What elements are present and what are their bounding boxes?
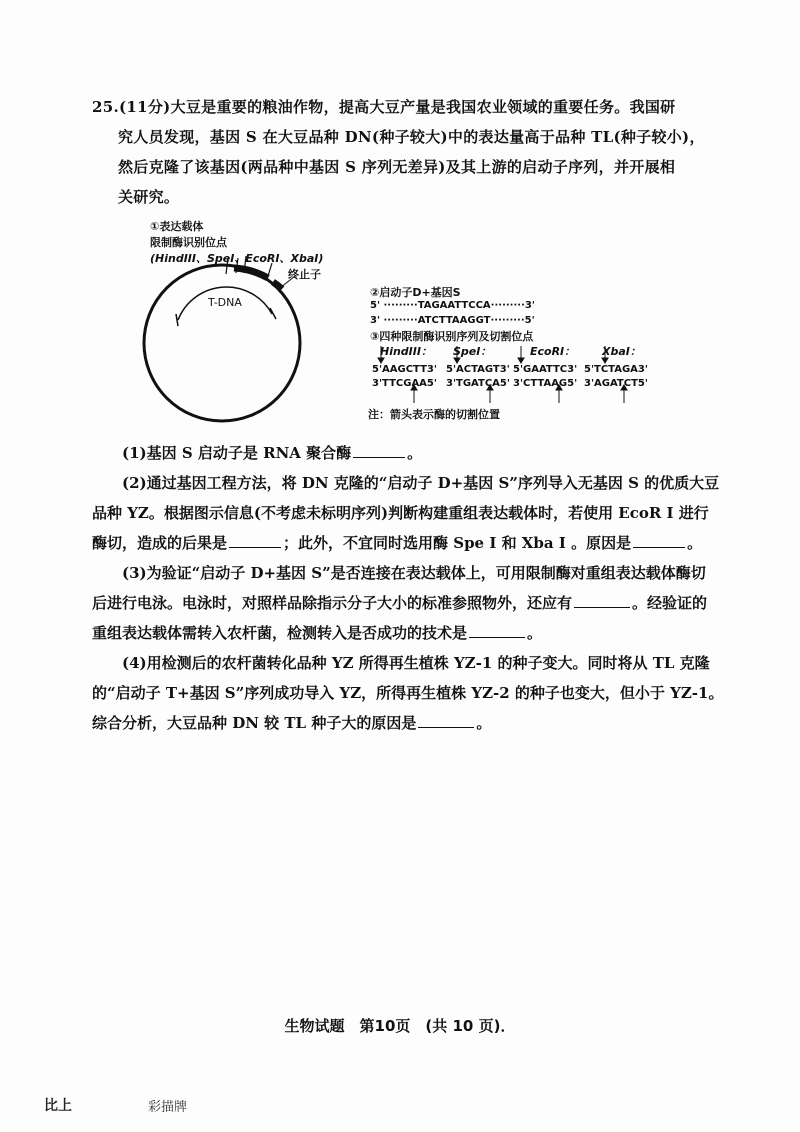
sub-q2-text: 酶切，造成的后果是 [92, 534, 228, 552]
promoter-title: ②启动子D+基因S [370, 286, 461, 299]
sub-q4-line2: 的“启动子 T+基因 S”序列成功导入 YZ，所得再生植株 YZ-2 的种子也变大，但小于 YZ-1。 [92, 684, 724, 702]
sub-q3-line1: (3)为验证“启动子 D+基因 S”是否连接在表达载体上，可用限制酶对重组表达载体酶切 [122, 564, 706, 582]
question-line-1: 25.(11分)大豆是重要的粮油作物，提高大豆产量是我国农业领域的重要任务。我国研 [92, 98, 676, 116]
vector-title: ①表达载体 [150, 220, 204, 233]
insert-block [234, 268, 268, 278]
sub-q2-end: 。 [687, 534, 703, 552]
enzyme-spei-bottom: 3'TGATCA5' [446, 378, 510, 389]
sub-q3-mid: 。经验证的 [632, 594, 708, 612]
enzyme-xbai-bottom: 3'AGATCT5' [584, 378, 648, 389]
corner-mark-right: 彩描牌 [148, 1100, 188, 1115]
enzyme-xbai-name: XbaI： [602, 345, 641, 358]
enzyme-ecori-top: 5'GAATTC3' [513, 364, 578, 375]
vector-diagram [140, 218, 660, 428]
enzyme-hindiii-name: HindIII： [380, 345, 432, 358]
seq-top: 5' ·········TAGAATTCCA·········3' [370, 300, 535, 311]
sites-list: (HindIII、SpeI、EcoRI、XbaI) [150, 252, 324, 265]
answer-blank-3[interactable] [633, 533, 685, 548]
sub-q3-line2 [92, 588, 732, 618]
sub-q4-line3 [92, 708, 732, 738]
sub-q4-text: 综合分析，大豆品种 DN 较 TL 种子大的原因是 [92, 714, 417, 732]
corner-mark-left: 比上 [44, 1098, 72, 1114]
sub-q1 [92, 438, 732, 468]
enzyme-title: ③四种限制酶识别序列及切割位点 [370, 330, 534, 343]
question-stem [92, 92, 732, 212]
diagram-note: 注：箭头表示酶的切割位置 [368, 408, 500, 421]
enzyme-xbai-top: 5'TCTAGA3' [584, 364, 648, 375]
sub-q3-line3 [92, 618, 732, 648]
sub-q4-end: 。 [476, 714, 492, 732]
sub-q2-line2: 品种 YZ。根据图示信息(不考虑未标明序列)判断构建重组表达载体时，若使用 EcoR Ⅰ 进行 [92, 504, 709, 522]
sites-title: 限制酶识别位点 [150, 236, 227, 249]
sub-q2-mid: ；此外，不宜同时选用酶 Spe Ⅰ 和 Xba Ⅰ 。原因是 [283, 534, 632, 552]
tdna-left-border [176, 314, 178, 326]
answer-blank-4[interactable] [574, 593, 630, 608]
sub-q3-text-2: 重组表达载体需转入农杆菌，检测转入是否成功的技术是 [92, 624, 468, 642]
sub-q3-text: 后进行电泳。电泳时，对照样品除指示分子大小的标准参照物外，还应有 [92, 594, 573, 612]
question-line-2: 究人员发现，基因 S 在大豆品种 DN(种子较大)中的表达量高于品种 TL(种子较小)， [118, 128, 705, 146]
enzyme-hindiii-top: 5'AAGCTT3' [372, 364, 437, 375]
tdna-label: T-DNA [208, 296, 242, 309]
terminator-label: 终止子 [288, 268, 321, 281]
page-footer: 生物试题 第10页 (共 10 页)． [284, 1017, 516, 1035]
question-line-3: 然后克隆了该基因(两品种中基因 S 序列无差异)及其上游的启动子序列，并开展相 [118, 158, 676, 176]
enzyme-ecori-bottom: 3'CTTAAG5' [513, 378, 578, 389]
enzyme-ecori-name: EcoRI： [530, 345, 576, 358]
enzyme-hindiii-bottom: 3'TTCGAA5' [372, 378, 437, 389]
answer-blank-1[interactable] [353, 443, 405, 458]
sub-q2-line1: (2)通过基因工程方法，将 DN 克隆的“启动子 D+基因 S”序列导入无基因 S 的优质大豆 [122, 474, 720, 492]
sub-questions [92, 438, 732, 738]
enzyme-spei-name: SpeI： [453, 345, 492, 358]
answer-blank-5[interactable] [469, 623, 525, 638]
sub-q2-line3 [92, 528, 732, 558]
enzyme-spei-top: 5'ACTAGT3' [446, 364, 510, 375]
sub-q1-text: (1)基因 S 启动子是 RNA 聚合酶 [122, 444, 352, 462]
sub-q1-end: 。 [407, 444, 423, 462]
sub-q3-end: 。 [527, 624, 543, 642]
answer-blank-2[interactable] [229, 533, 281, 548]
sub-q4-line1: (4)用检测后的农杆菌转化品种 YZ 所得再生植株 YZ-1 的种子变大。同时将从 TL 克隆 [122, 654, 710, 672]
answer-blank-6[interactable] [418, 713, 474, 728]
question-line-4: 关研究。 [118, 188, 180, 206]
seq-bottom: 3' ·········ATCTTAAGGT·········5' [370, 315, 535, 326]
